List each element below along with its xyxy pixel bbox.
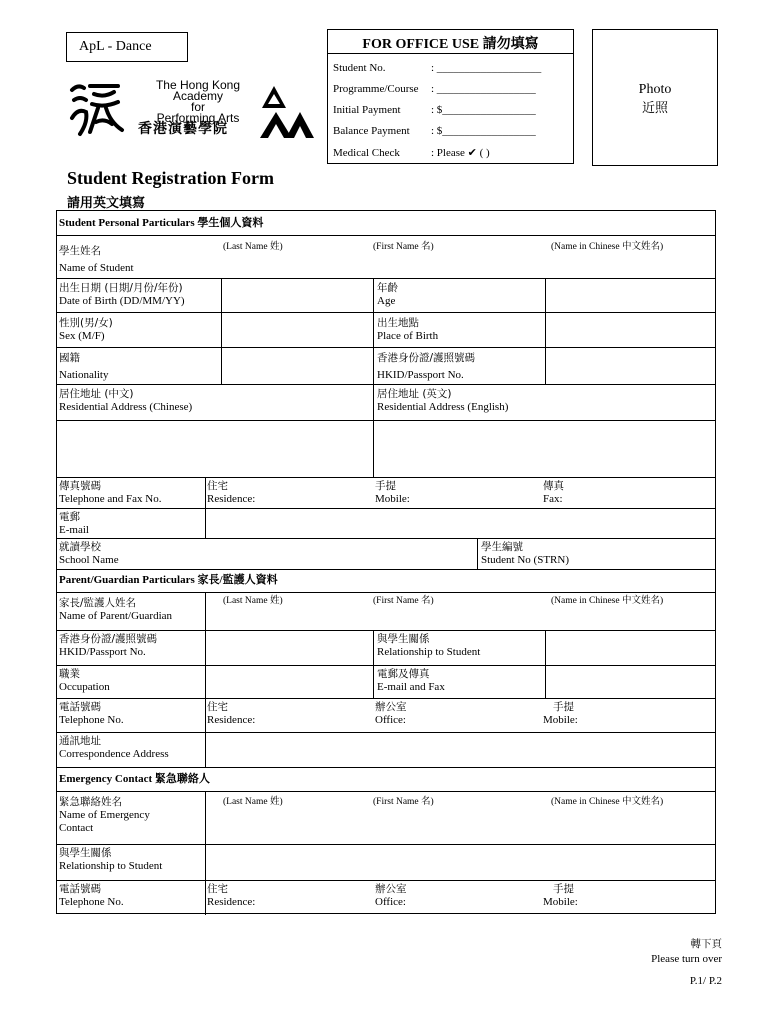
section-parent-particulars: Parent/Guardian Particulars 家長/監護人資料 xyxy=(59,574,278,586)
label-email: 電郵 E-mail xyxy=(59,511,89,536)
office-row-balance-payment: Balance Payment : $_________________ xyxy=(333,125,536,137)
label-relationship: 與學生關係 Relationship to Student xyxy=(377,633,481,658)
label-parent-mobile: 手提 Mobile: xyxy=(543,701,578,726)
label-emergency-last-name: (Last Name 姓) xyxy=(223,797,283,807)
label-first-name: (First Name 名) xyxy=(373,242,434,252)
office-row-initial-payment: Initial Payment : $_________________ xyxy=(333,104,536,116)
label-last-name: (Last Name 姓) xyxy=(223,242,283,252)
label-fax: 傳真 Fax: xyxy=(543,480,564,505)
label-occupation: 職業 Occupation xyxy=(59,668,110,693)
office-row-medical-check: Medical Check : Please ✔ ( ) xyxy=(333,147,490,159)
label-school-name: 就讀學校 School Name xyxy=(59,541,119,566)
label-address-english: 居住地址 (英文) Residential Address (English) xyxy=(377,388,509,413)
label-chinese-name: (Name in Chinese 中文姓名) xyxy=(551,242,664,252)
label-parent-chinese-name: (Name in Chinese 中文姓名) xyxy=(551,596,664,606)
office-row-student-no: Student No. : ___________________ xyxy=(333,62,542,74)
photo-box[interactable] xyxy=(592,29,718,166)
page-number: P.1/ P.2 xyxy=(689,975,722,987)
label-emergency-first-name: (First Name 名) xyxy=(373,797,434,807)
office-use-box xyxy=(327,29,574,164)
label-dob: 出生日期 (日期/月份/年份) Date of Birth (DD/MM/YY) xyxy=(59,282,185,307)
calligraphy-logo-icon xyxy=(68,78,126,140)
academy-name-zh: 香港演藝學院 xyxy=(138,121,228,137)
label-student-name: 學生姓名 Name of Student xyxy=(59,245,134,274)
label-mobile: 手提 Mobile: xyxy=(375,480,410,505)
programme-box xyxy=(66,32,188,62)
form-subtitle: 請用英文填寫 xyxy=(67,196,146,211)
office-row-programme: Programme/Course : __________________ xyxy=(333,83,536,95)
photo-label-zh: 近照 xyxy=(641,101,668,116)
label-correspondence-address: 通訊地址 Correspondence Address xyxy=(59,735,169,760)
label-parent-telephone: 電話號碼 Telephone No. xyxy=(59,701,124,726)
label-age: 年齡 Age xyxy=(377,282,398,307)
label-parent-office: 辦公室 Office: xyxy=(375,701,407,726)
section-emergency-contact: Emergency Contact 緊急聯絡人 xyxy=(59,773,210,785)
registration-table xyxy=(56,210,716,914)
label-hkid: 香港身份證/護照號碼 HKID/Passport No. xyxy=(377,352,476,381)
label-nationality: 國籍 Nationality xyxy=(59,352,109,381)
label-residence: 住宅 Residence: xyxy=(207,480,256,505)
footer-turn-over: 轉下頁 Please turn over xyxy=(651,938,722,965)
label-telephone-fax: 傳真號碼 Telephone and Fax No. xyxy=(59,480,162,505)
label-parent-hkid: 香港身份證/護照號碼 HKID/Passport No. xyxy=(59,633,158,658)
label-emergency-chinese-name: (Name in Chinese 中文姓名) xyxy=(551,797,664,807)
label-parent-name: 家長/監護人姓名 Name of Parent/Guardian xyxy=(59,597,173,622)
label-address-chinese: 居住地址 (中文) Residential Address (Chinese) xyxy=(59,388,193,413)
label-parent-first-name: (First Name 名) xyxy=(373,596,434,606)
label-emergency-name: 緊急聯絡姓名 Name of Emergency Contact xyxy=(59,796,150,834)
label-emergency-office: 辦公室 Office: xyxy=(375,883,407,908)
academy-logo xyxy=(68,78,300,142)
label-parent-last-name: (Last Name 姓) xyxy=(223,596,283,606)
academy-name-en: The Hong Kong Academy for Performing Arts xyxy=(155,78,241,125)
label-emergency-relationship: 與學生關係 Relationship to Student xyxy=(59,847,163,872)
form-title: Student Registration Form xyxy=(67,168,274,188)
section-student-particulars: Student Personal Particulars 學生個人資料 xyxy=(59,217,264,229)
office-use-title: FOR OFFICE USE 請勿填寫 xyxy=(328,30,573,54)
label-sex: 性別(男/女) Sex (M/F) xyxy=(59,317,113,342)
academy-mark-icon xyxy=(256,80,316,140)
label-strn: 學生編號 Student No (STRN) xyxy=(481,541,569,566)
label-parent-residence: 住宅 Residence: xyxy=(207,701,256,726)
photo-label-en: Photo xyxy=(638,82,672,97)
label-email-fax: 電郵及傳真 E-mail and Fax xyxy=(377,668,445,693)
label-place-of-birth: 出生地點 Place of Birth xyxy=(377,317,439,342)
label-emergency-mobile: 手提 Mobile: xyxy=(543,883,578,908)
label-emergency-residence: 住宅 Residence: xyxy=(207,883,256,908)
label-emergency-telephone: 電話號碼 Telephone No. xyxy=(59,883,124,908)
programme-label: ApL - Dance xyxy=(79,39,152,54)
